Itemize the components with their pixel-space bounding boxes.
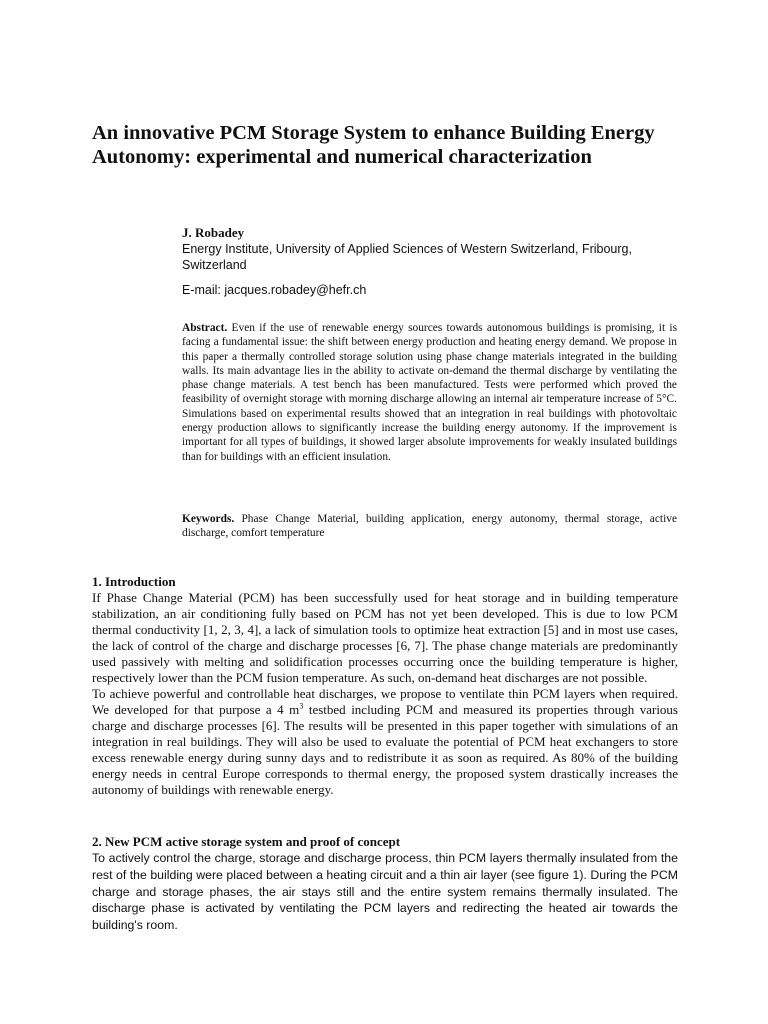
section-paragraph: To actively control the charge, storage and discharge process, thin PCM layers thermally insulated from the rest of the building were placed between a heating circuit and a thin air layer (see figure 1). During the PCM charge and storage phases, the air stays still and the entire system remains thermally insulated. The discharge phase is activated by ventilating the PCM layers and redirecting the heated air towards the building's room. [92, 851, 678, 933]
section-heading: 1. Introduction [92, 574, 176, 589]
author-email: E-mail: jacques.robadey@hefr.ch [182, 283, 367, 297]
superscript: 3 [299, 701, 304, 711]
abstract-text: Even if the use of renewable energy sources towards autonomous buildings is promising, it is facing a fundamental issue: the shift between energy production and heating energy demand. We propose in this paper a thermally controlled storage solution using phase change materials integrated in the building walls. Its main advantage lies in the ability to activate on-demand the thermal discharge by ventilating the phase change materials. A test bench has been manufactured. Tests were performed which proved the feasibility of overnight storage with morning discharge allowing an internal air temperature increase of 5°C. Simulations based on experimental results showed that an integration in real buildings with photovoltaic energy production allows to significantly increase the building energy autonomy. If the improvement is important for all types of buildings, it showed larger absolute improvements for weakly insulated buildings than for buildings with an efficient insulation. [182, 322, 677, 463]
abstract [182, 321, 677, 464]
paragraph-text: testbed including PCM and measured its properties through various charge and discharge processes [6]. The results will be presented in this paper together with simulations of an integration in real buildings. They will also be used to evaluate the potential of PCM heat exchangers to store excess renewable energy during sunny days and to redistribute it as soon as required. As 80% of the building energy needs in central Europe corresponds to thermal energy, the proposed system drastically increases the autonomy of buildings with renewable energy. [92, 702, 678, 797]
section-heading: 2. New PCM active storage system and proof of concept [92, 834, 401, 849]
author-block [182, 225, 682, 298]
keywords-label: Keywords. [182, 513, 235, 525]
section-pcm-system [92, 834, 678, 934]
author-affiliation: Energy Institute, University of Applied Sciences of Western Switzerland, Fribourg, Switzerland [182, 242, 632, 272]
keywords [182, 512, 677, 541]
keywords-text: Phase Change Material, building application, energy autonomy, thermal storage, active discharge, comfort temperature [182, 513, 677, 540]
paragraph-text: To achieve powerful and controllable heat discharges, we propose to ventilate thin PCM layers when required. We developed for that purpose a 4 m [92, 686, 678, 717]
author-name: J. Robadey [182, 225, 245, 240]
paper-title: An innovative PCM Storage System to enhance Building Energy Autonomy: experimental and numerical characterization [92, 122, 655, 168]
section-paragraph: If Phase Change Material (PCM) has been successfully used for heat storage and in building temperature stabilization, an air conditioning fully based on PCM has not yet been developed. This is due to low PCM thermal conductivity [1, 2, 3, 4], a lack of simulation tools to optimize heat extraction [5] and in most use cases, the lack of control of the charge and discharge processes [6, 7]. The phase change materials are predominantly used passively with melting and solidification processes occurring once the building temperature is higher, respectively lower than the PCM fusion temperature. As such, on-demand heat discharges are not possible. [92, 590, 678, 685]
abstract-label: Abstract. [182, 322, 228, 334]
section-paragraph [92, 686, 678, 798]
section-introduction [92, 574, 678, 798]
